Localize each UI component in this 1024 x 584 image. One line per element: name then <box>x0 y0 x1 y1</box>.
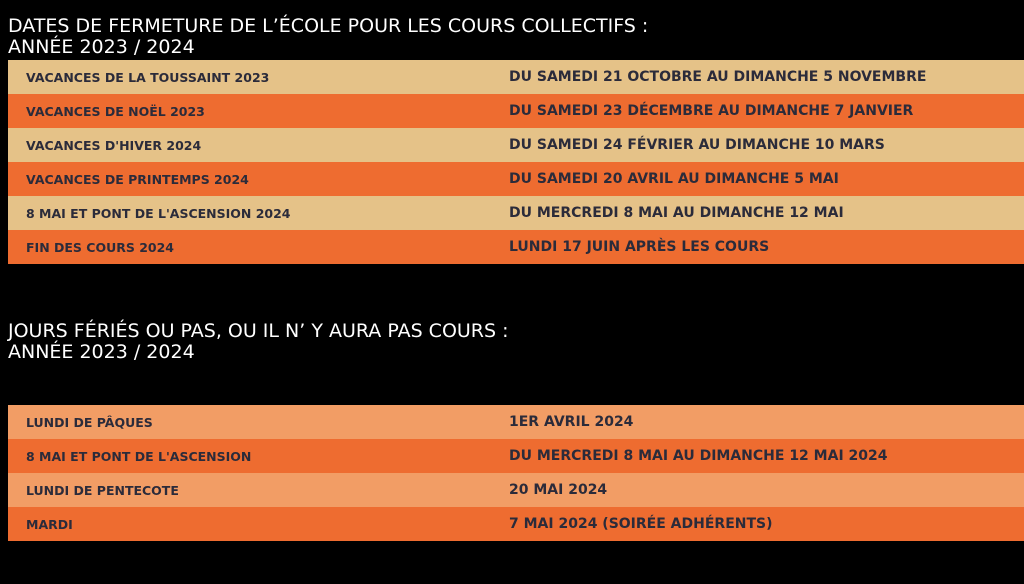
closure-dates-heading <box>8 16 648 58</box>
row-value: DU SAMEDI 21 OCTOBRE AU DIMANCHE 5 NOVEMBRE <box>509 69 927 85</box>
row-value: DU SAMEDI 23 DÉCEMBRE AU DIMANCHE 7 JANVIER <box>509 103 914 119</box>
closure-dates-table <box>8 60 1024 264</box>
holidays-heading <box>8 321 509 363</box>
closure-dates-title: DATES DE FERMETURE DE L’ÉCOLE POUR LES COURS COLLECTIFS : <box>8 15 649 37</box>
holidays-table <box>8 405 1024 541</box>
table-row <box>8 196 1024 230</box>
holidays-year: ANNÉE 2023 / 2024 <box>8 341 195 363</box>
row-value: 20 MAI 2024 <box>509 482 608 498</box>
row-label: VACANCES DE PRINTEMPS 2024 <box>26 171 249 187</box>
row-label: LUNDI DE PENTECOTE <box>26 482 179 498</box>
row-value: DU SAMEDI 20 AVRIL AU DIMANCHE 5 MAI <box>509 171 839 187</box>
table-row <box>8 162 1024 196</box>
row-value: LUNDI 17 JUIN APRÈS LES COURS <box>509 239 770 255</box>
row-label: FIN DES COURS 2024 <box>26 239 174 255</box>
row-label: LUNDI DE PÂQUES <box>26 414 153 430</box>
row-label: VACANCES DE LA TOUSSAINT 2023 <box>26 69 270 85</box>
row-value: DU MERCREDI 8 MAI AU DIMANCHE 12 MAI <box>509 205 844 221</box>
closure-dates-year: ANNÉE 2023 / 2024 <box>8 36 195 58</box>
row-label: 8 MAI ET PONT DE L'ASCENSION <box>26 448 252 464</box>
row-value: 7 MAI 2024 (SOIRÉE ADHÉRENTS) <box>509 516 773 532</box>
table-row <box>8 507 1024 541</box>
row-label: VACANCES DE NOËL 2023 <box>26 103 205 119</box>
row-label: VACANCES D'HIVER 2024 <box>26 137 202 153</box>
table-row <box>8 405 1024 439</box>
table-row <box>8 230 1024 264</box>
holidays-title: JOURS FÉRIÉS OU PAS, OU IL N’ Y AURA PAS COURS : <box>8 320 509 342</box>
table-row <box>8 128 1024 162</box>
row-label: MARDI <box>26 516 73 532</box>
row-value: DU MERCREDI 8 MAI AU DIMANCHE 12 MAI 2024 <box>509 448 888 464</box>
row-value: DU SAMEDI 24 FÉVRIER AU DIMANCHE 10 MARS <box>509 137 885 153</box>
table-row <box>8 439 1024 473</box>
table-row <box>8 60 1024 94</box>
row-value: 1ER AVRIL 2024 <box>509 414 634 430</box>
table-row <box>8 473 1024 507</box>
table-row <box>8 94 1024 128</box>
row-label: 8 MAI ET PONT DE L'ASCENSION 2024 <box>26 205 291 221</box>
